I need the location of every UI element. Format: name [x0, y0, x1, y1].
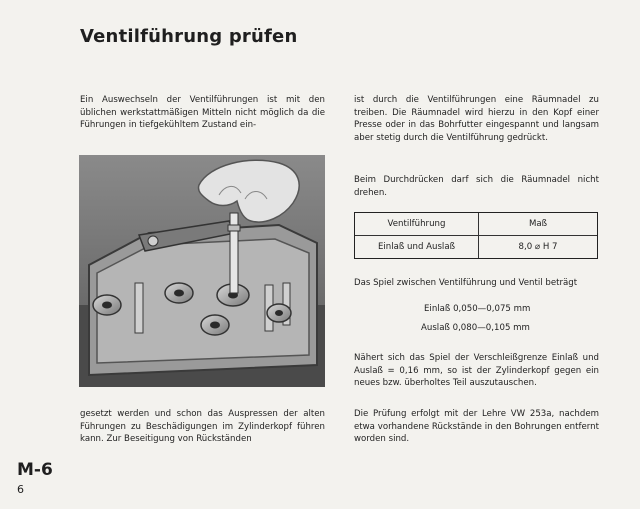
right-paragraph-3: Das Spiel zwischen Ventilführung und Ventil beträgt — [354, 278, 578, 288]
auslass-value: 0,080—0,105 mm — [452, 323, 530, 333]
einlass-clearance — [424, 303, 530, 315]
einlass-label: Einlaß — [424, 304, 451, 314]
auslass-label: Auslaß — [421, 323, 450, 333]
page-title: Ventilführung prüfen — [80, 26, 298, 47]
cylinder-head-photo — [79, 155, 325, 387]
section-code: M-6 — [17, 460, 53, 480]
left-paragraph-2: gesetzt werden und schon das Auspressen der alten Führungen zu Beschädigungen im Zylinderkopf führen kann. Zur Beseitigung von Rückständen — [80, 409, 325, 445]
spec-table — [354, 212, 598, 259]
table-header-mass: Maß — [479, 213, 597, 236]
right-paragraph-5: Die Prüfung erfolgt mit der Lehre VW 253a, nachdem etwa vorhandene Rückstände in den Bohrungen entfernt worden sind. — [354, 409, 599, 445]
left-paragraph-1: Ein Auswechseln der Ventilführungen ist mit den üblichen werkstattmäßigen Mitteln nicht möglich da die Führungen in tiefgekühltem Zustand ein- — [80, 95, 325, 131]
auslass-clearance — [421, 322, 530, 334]
right-paragraph-2: Beim Durchdrücken darf sich die Räumnadel nicht drehen. — [354, 175, 599, 198]
table-cell-einlass-auslass: Einlaß und Auslaß — [355, 236, 479, 259]
right-paragraph-1: ist durch die Ventilführungen eine Räumnadel zu treiben. Die Räumnadel wird hierzu in den Kopf einer Presse oder in das Bohrfutter eingespannt und langsam aber stetig durch die Ventilführung gedrückt. — [354, 95, 599, 143]
cylinder-head-illustration — [79, 155, 325, 387]
einlass-value: 0,050—0,075 mm — [453, 304, 531, 314]
table-cell-mass-value: 8,0 ⌀ H 7 — [518, 241, 558, 252]
page-number: 6 — [17, 483, 24, 496]
right-paragraph-4: Nähert sich das Spiel der Verschleißgrenze Einlaß und Auslaß = 0,16 mm, so ist der Zylinderkopf gegen ein neues bzw. überholtes Teil auszutauschen. — [354, 353, 599, 389]
table-header-ventilfuehrung: Ventilführung — [355, 213, 479, 236]
